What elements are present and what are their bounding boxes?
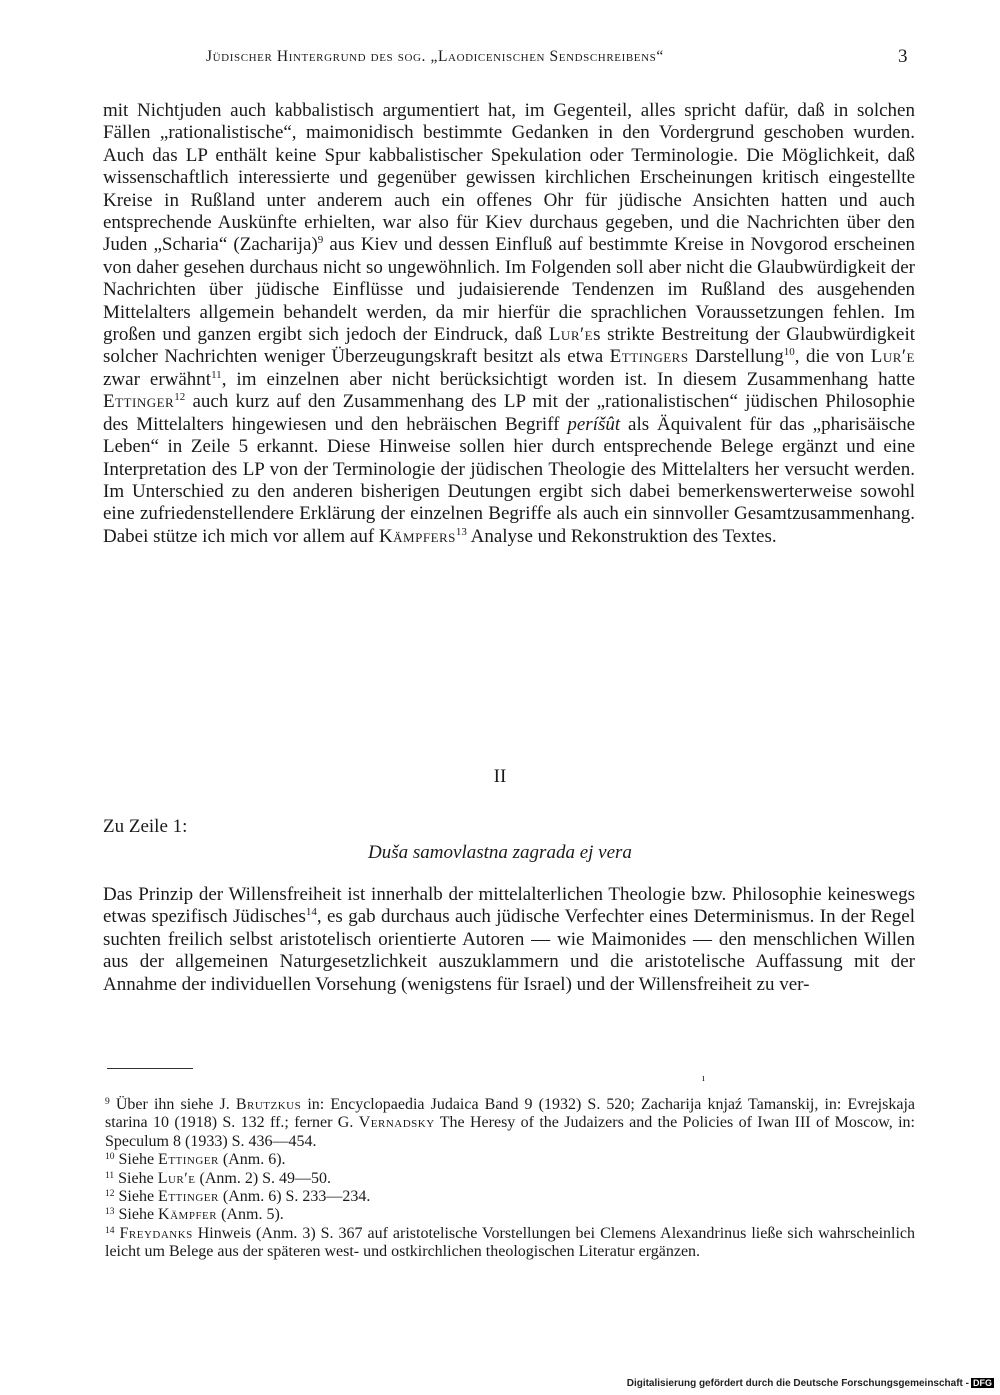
footnote-number: 12 [105, 1189, 115, 1200]
text-run: auch kurz auf den Zusammenhang des LP mit der „rationalistischen“ jüdischen Philosophie des Mittelalters hingewiesen und den hebräischen Begriff [103, 391, 915, 435]
footnote-11 [105, 1170, 915, 1188]
footnotes [105, 1096, 915, 1262]
text-run: , die von [794, 346, 871, 368]
footnote-text: (Anm. 2) S. 49—50. [195, 1169, 332, 1187]
author-name: Freydanks [119, 1224, 193, 1242]
author-name: Ettinger [158, 1151, 219, 1169]
text-run: Darstellung [688, 346, 784, 368]
hebrew-term: períšût [567, 413, 621, 435]
footnote-number: 9 [105, 1097, 110, 1107]
footnote-13 [105, 1206, 915, 1224]
text-run: mit Nichtjuden auch kabbalistisch argumentiert hat, im Gegenteil, alles spricht dafür, daß in solchen Fällen „rationalistische“, maimonidisch bestimmte Gedanken in den Vordergrund geschoben wurden. Auch das LP enthält keine Spur kabbalistischer Spekulation oder Terminologie. Die Möglichkeit, daß wissenschaftlich interessierte und gegenüber gewissen kirchlichen Erscheinungen kritisch eingestellte Kreise in Rußland unter anderem auch ein offenes Ohr für jüdische Ansichten hatten und auch entsprechende Auskünfte erhielten, war also für Kiev durchaus gegeben, und die Nachrichten über den Juden „Scharia“ (Zacharija) [103, 100, 915, 256]
author-name: Ettinger [103, 391, 175, 413]
author-name: Ettinger [158, 1188, 219, 1206]
footnote-ref-9[interactable]: 9 [317, 234, 324, 247]
footnote-ref-14[interactable]: 14 [305, 906, 317, 919]
footnote-number: 11 [105, 1170, 115, 1181]
footnote-text: (Anm. 5). [217, 1206, 284, 1224]
footnote-14 [105, 1225, 915, 1262]
text-run: Analyse und Rekonstruktion des Textes. [466, 525, 777, 547]
paragraph-1 [103, 100, 915, 548]
text-run: Das Prinzip der Willensfreiheit ist innerhalb der mittelalterlichen Theologie bzw. Philosophie keineswegs etwas spezifisch Jüdisches [103, 884, 915, 928]
footnote-10 [105, 1151, 915, 1169]
footnote-ref-11[interactable]: 11 [211, 368, 222, 381]
text-run: s strikte Bestreitung der Glaubwürdigkeit solcher Nachrichten weniger Überzeugungskraft besitzt als etwa [103, 324, 916, 368]
footnote-text: Hinweis (Anm. 3) S. 367 auf aristotelische Vorstellungen bei Clemens Alexandrinus ließe sich wahrscheinlich leicht um Belege aus der späteren west- und ostkirchlichen theologischen Literatur ergänzen. [105, 1224, 916, 1261]
footnote-12 [105, 1188, 915, 1206]
author-name: Kämpfer [158, 1206, 218, 1224]
footnote-number: 13 [105, 1207, 115, 1218]
author-name: Kämpfers [378, 525, 456, 547]
paragraph-2 [103, 884, 915, 996]
footnote-text: Siehe [114, 1169, 158, 1187]
dfg-logo-icon: DFG [973, 1378, 992, 1388]
footnote-rule [107, 1068, 193, 1069]
section-number: II [493, 766, 507, 787]
footnote-text: Über ihn siehe J. [109, 1096, 236, 1113]
author-name: Lurʹe [548, 324, 594, 346]
author-name: Lurʹe [157, 1169, 196, 1187]
line-quote: Duša samovlastna zagrada ej vera [368, 842, 632, 863]
text-run: aus Kiev und dessen Einfluß auf bestimmte Kreise in Novgorod erscheinen von daher gesehen durchaus nicht so ungewöhnlich. Im Folgenden soll aber nicht die Glaubwürdigkeit der Nachrichten über jüdische Einflüsse und judaisierende Tendenzen im Rußland des ausgehenden Mittelalters allgemein behandelt werden, da mir hierfür die sprachlichen Voraussetzungen fehlen. Im großen und ganzen ergibt sich jedoch der Eindruck, daß [103, 234, 916, 346]
footnote-text: (Anm. 6). [218, 1151, 286, 1169]
text-run: , im einzelnen aber nicht berücksichtigt worden ist. In diesem Zusammenhang hatte [221, 368, 915, 390]
line-label: Zu Zeile 1: [103, 816, 188, 837]
second-paragraph [103, 884, 915, 996]
footnote-ref-12[interactable]: 12 [174, 391, 186, 404]
footnote-ref-10[interactable]: 10 [783, 346, 795, 359]
footnote-number: 10 [105, 1152, 115, 1163]
footnote-text: Siehe [114, 1206, 159, 1224]
page-number: 3 [898, 46, 908, 67]
digitization-notice [627, 1378, 994, 1389]
author-name: Lurʹe [870, 346, 915, 368]
digitization-text: Digitalisierung gefördert durch die Deutsche Forschungsgemeinschaft - [626, 1378, 969, 1389]
footnote-text: (Anm. 6) S. 233—234. [218, 1188, 371, 1206]
author-name: Vernadsky [358, 1114, 435, 1132]
text-run: zwar erwähnt [103, 368, 212, 390]
footnote-text: Siehe [114, 1188, 159, 1206]
main-paragraph [103, 100, 915, 548]
author-name: Ettingers [609, 346, 689, 368]
footnote-9 [105, 1096, 915, 1151]
footnote-text: in: Encyclopaedia Judaica Band 9 (1932) S. 520; Zacharija knjaź Tamanskij, in: Evrejskaja starina 10 (1918) S. 132 ff.; ferner G. [105, 1096, 916, 1132]
footnote-number: 14 [105, 1225, 115, 1236]
author-name: Brutzkus [235, 1096, 302, 1113]
text-run: , es gab durchaus auch jüdische Verfechter eines Determinismus. In der Regel suchten freilich selbst aristotelisch orientierte Autoren — wie Maimonides — den menschlichen Willen aus der allgemeinen Naturgesetzlichkeit auszuklammern und die aristotelische Auffassung mit der Annahme der individuellen Vorsehung (wenigstens für Israel) und der Willensfreiheit zu ver- [103, 906, 915, 995]
footnote-text: The Heresy of the Judaizers and the Policies of Iwan III of Moscow, in: Speculum 8 (1933) S. 436—454. [105, 1114, 915, 1150]
stray-mark: ı [702, 1073, 705, 1084]
footnote-ref-13[interactable]: 13 [455, 525, 467, 538]
text-run: als Äquivalent für das „pharisäische Leben“ in Zeile 5 erkannt. Diese Hinweise sollen hier durch entsprechende Belege ergänzt und eine Interpretation des LP von der Terminologie der jüdischen Theologie des Mittelalters her versucht werden. Im Unterschied zu den anderen bisherigen Deutungen ergibt sich dabei bemerkenswerterweise sowohl eine zufriedenstellendere Erklärung der einzelnen Begriffe als auch ein sinnvoller Gesamtzusammenhang. Dabei stütze ich mich vor allem auf [103, 413, 915, 547]
running-head: Jüdischer Hintergrund des sog. „Laodicenischen Sendschreibens“ [206, 48, 664, 65]
footnote-text: Siehe [114, 1151, 159, 1169]
